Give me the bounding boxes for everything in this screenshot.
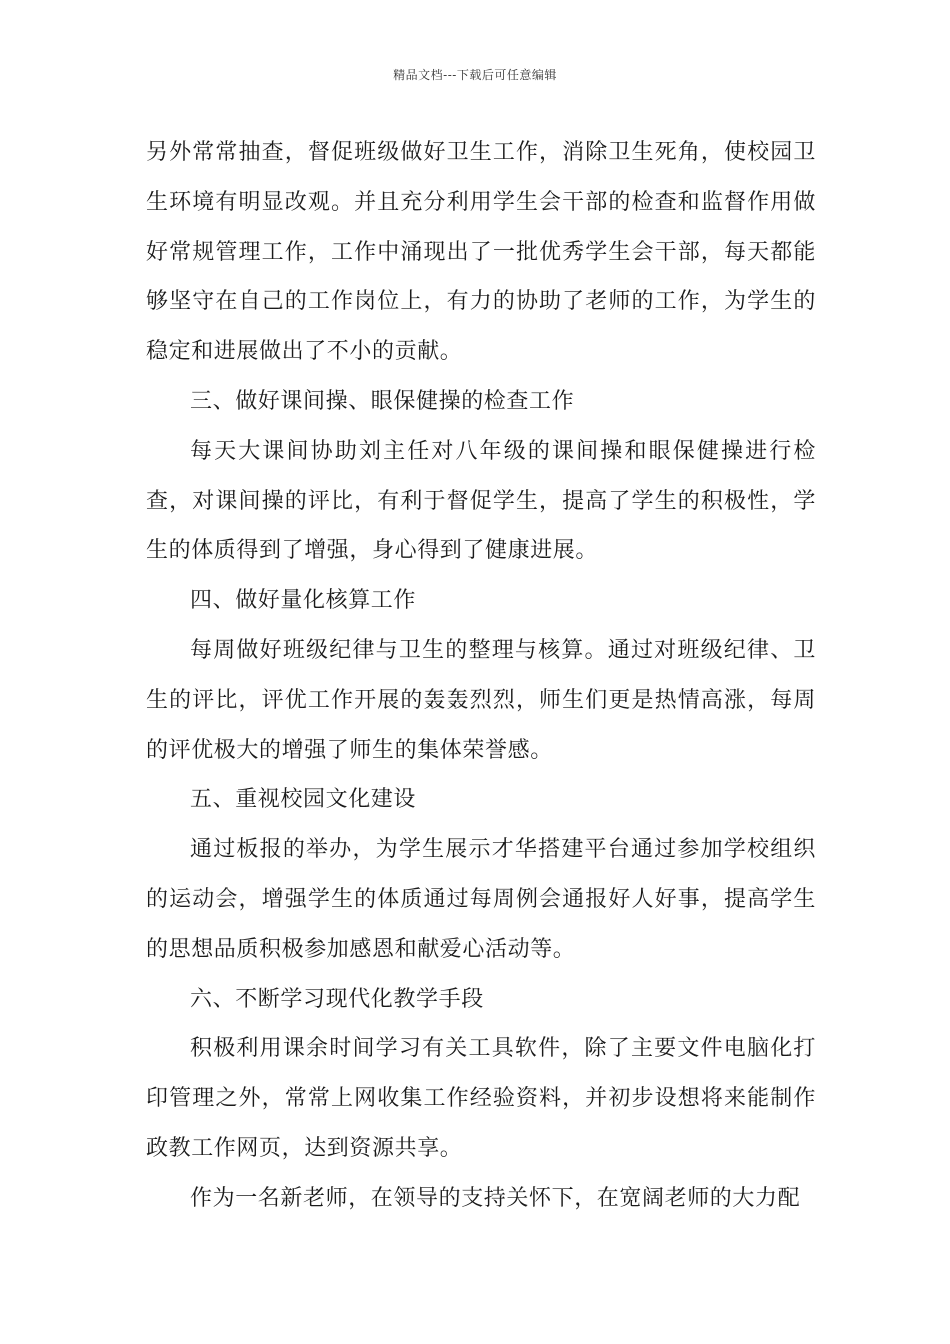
section-heading-five: 五、重视校园文化建设	[190, 787, 417, 813]
paragraph-exercise-check: 每天大课间协助刘主任对八年级的课间操和眼保健操进行检查，对课间操的评比，有利于督促学生，提高了学生的积极性，学生的体质得到了增强，身心得到了健康进展。	[146, 438, 816, 564]
section-heading-six: 六、不断学习现代化教学手段	[190, 986, 484, 1012]
document-body	[146, 128, 816, 1224]
paragraph-quantification: 每周做好班级纪律与卫生的整理与核算。通过对班级纪律、卫生的评比，评优工作开展的轰轰烈烈，师生们更是热情高涨，每周的评优极大的增强了师生的集体荣誉感。	[146, 637, 816, 763]
paragraph-hygiene-continued: 另外常常抽查，督促班级做好卫生工作，消除卫生死角，使校园卫生环境有明显改观。并且充分利用学生会干部的检查和监督作用做好常规管理工作，工作中涌现出了一批优秀学生会干部，每天都能够坚守在自己的工作岗位上，有力的协助了老师的工作，为学生的稳定和进展做出了不小的贡献。	[146, 140, 816, 365]
section-heading-four: 四、做好量化核算工作	[190, 588, 417, 614]
paragraph-modern-teaching: 积极利用课余时间学习有关工具软件，除了主要文件电脑化打印管理之外，常常上网收集工作经验资料，并初步设想将来能制作政教工作网页，达到资源共享。	[146, 1036, 816, 1161]
paragraph-new-teacher: 作为一名新老师，在领导的支持关怀下，在宽阔老师的大力配	[190, 1185, 801, 1211]
paragraph-campus-culture: 通过板报的举办，为学生展示才华搭建平台通过参加学校组织的运动会，增强学生的体质通过每周例会通报好人好事，提高学生的思想品质积极参加感恩和献爱心活动等。	[146, 837, 816, 962]
page-header: 精品文档---下载后可任意编辑	[393, 68, 557, 82]
section-heading-three: 三、做好课间操、眼保健操的检查工作	[190, 388, 575, 414]
